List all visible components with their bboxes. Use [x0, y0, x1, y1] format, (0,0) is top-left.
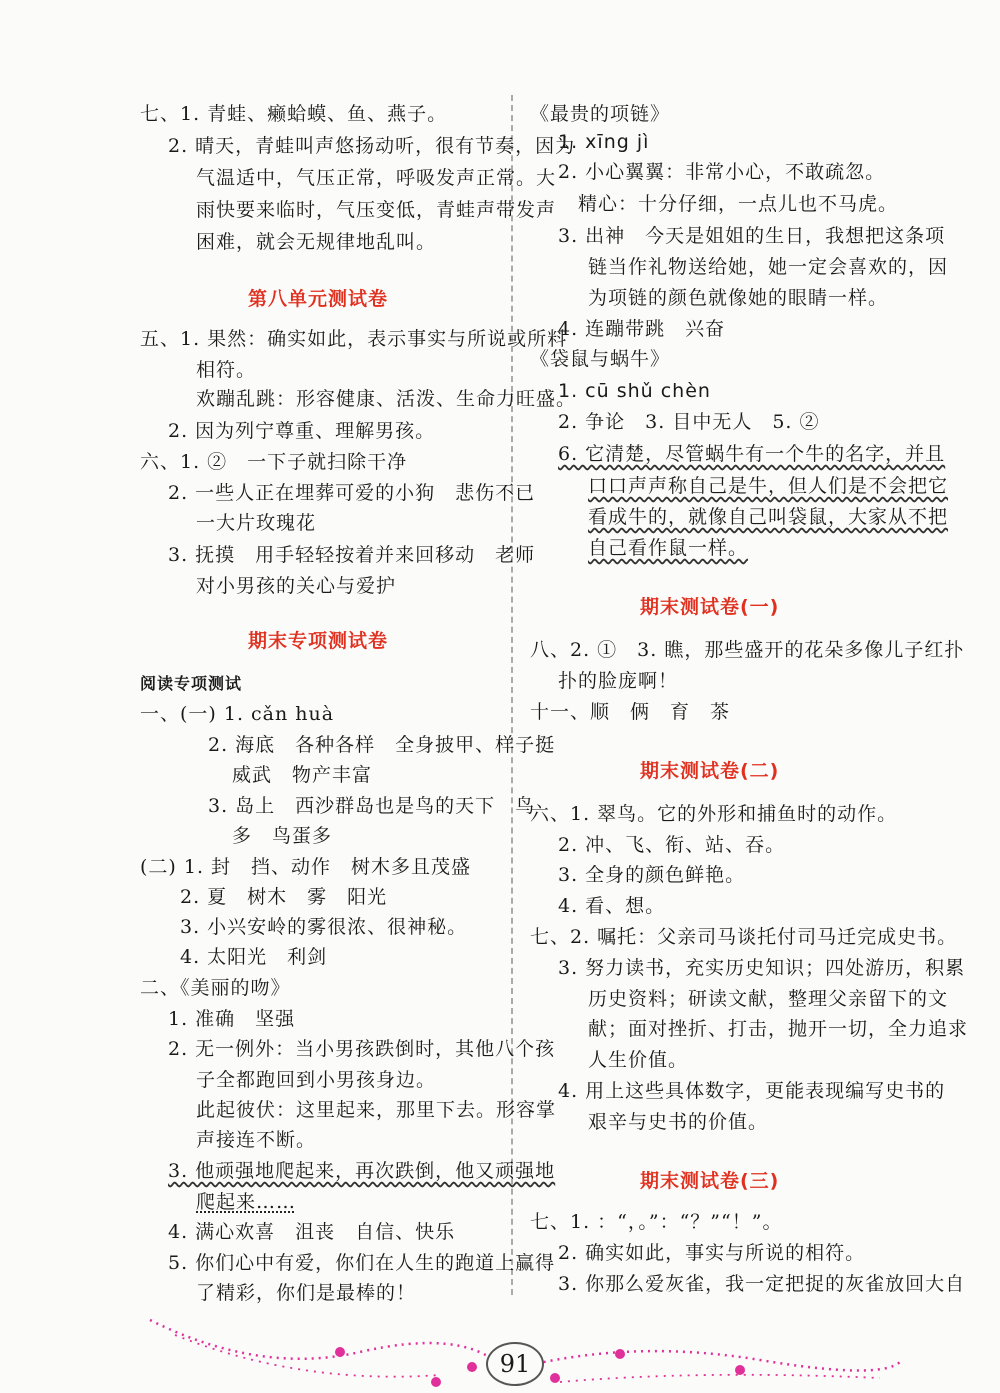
answer-line: 2. 确实如此，事实与所说的相符。 [558, 1242, 866, 1264]
answer-line-underlined: 3. 他顽强地爬起来，再次跌倒，他又顽强地 [168, 1160, 556, 1182]
decor-dot [431, 1377, 441, 1387]
decor-dot [467, 1362, 477, 1372]
answer-line: 3. 抚摸 用手轻轻按着并来回移动 老师 [168, 544, 536, 566]
answer-line: 一大片玫瑰花 [196, 512, 317, 534]
page-number: 91 [486, 1342, 544, 1386]
answer-line: 了精彩，你们是最棒的！ [196, 1282, 417, 1304]
answer-line: 一、(一) 1. cǎn huà [140, 703, 335, 725]
answer-line: 多 鸟蛋多 [232, 825, 333, 847]
answer-line: 3. 小兴安岭的雾很浓、很神秘。 [180, 916, 468, 938]
wave-line-right [530, 1351, 900, 1370]
answer-line: 气温适中，气压正常，呼吸发声正常。大 [196, 167, 557, 189]
section-heading: 期末测试卷(二) [640, 760, 780, 782]
decor-dot [615, 1349, 625, 1359]
answer-line: 为项链的颜色就像她的眼睛一样。 [588, 287, 889, 309]
section-heading: 期末测试卷(三) [640, 1170, 780, 1192]
answer-line: 2. 海底 各种各样 全身披甲、样子挺 [208, 734, 556, 756]
section-heading: 第八单元测试卷 [248, 288, 389, 310]
answer-line: 5. 你们心中有爱，你们在人生的跑道上赢得 [168, 1252, 556, 1274]
pinyin-line: 1. cū shǔ chèn [558, 380, 711, 402]
wave-line-lower [175, 1335, 440, 1377]
answer-line: 链当作礼物送给她，她一定会喜欢的，因 [588, 256, 949, 278]
answer-line: 4. 满心欢喜 沮丧 自信、快乐 [168, 1221, 456, 1243]
wave-line-left [150, 1320, 500, 1365]
pinyin-line: 1. xīng jì [558, 131, 650, 153]
answer-line: 威武 物产丰富 [232, 764, 373, 786]
answer-line-underlined: 看成牛的，就像自己叫袋鼠，大家从不把 [588, 506, 949, 528]
answer-line: 4. 看、想。 [558, 895, 666, 917]
answer-line-underlined: 爬起来…… [196, 1191, 297, 1213]
answer-line: (二) 1. 封 挡、动作 树木多且茂盛 [140, 856, 472, 878]
answer-line: 精心：十分仔细，一点儿也不马虎。 [578, 193, 899, 215]
answer-line: 欢蹦乱跳：形容健康、活泼、生命力旺盛。 [196, 388, 577, 410]
answer-line-underlined: 6. 它清楚，尽管蜗牛有一个牛的名字，并且 [558, 443, 946, 465]
answer-line: 献；面对挫折、打击，抛开一切，全力追求 [588, 1018, 969, 1040]
answer-line: 3. 努力读书，充实历史知识；四处游历，积累 [558, 957, 966, 979]
answer-line: 五、1. 果然：确实如此，表示事实与所说或所料 [140, 328, 568, 350]
decor-dot [735, 1365, 745, 1375]
wave-line-lower-right [560, 1375, 880, 1382]
answer-line: 十一、顺 俩 育 茶 [530, 701, 731, 723]
answer-line: 2. 小心翼翼：非常小心，不敢疏忽。 [558, 161, 886, 183]
answer-line: 七、2. 嘱托：父亲司马谈托付司马迁完成史书。 [530, 926, 958, 948]
answer-line: 2. 一些人正在埋葬可爱的小狗 悲伤不已 [168, 482, 536, 504]
answer-line: 4. 太阳光 利剑 [180, 946, 328, 968]
answer-line: 历史资料；研读文献，整理父亲留下的文 [588, 988, 949, 1010]
answer-line: 2. 冲、飞、衔、站、吞。 [558, 834, 786, 856]
subsection-label: 阅读专项测试 [140, 674, 243, 693]
section-heading: 期末专项测试卷 [248, 630, 389, 652]
answer-line: 声接连不断。 [196, 1129, 317, 1151]
answer-line: 1. 准确 坚强 [168, 1008, 296, 1030]
answer-line: 2. 夏 树木 雾 阳光 [180, 886, 388, 908]
answer-line: 相符。 [196, 359, 257, 381]
answer-line: 子全都跑回到小男孩身边。 [196, 1069, 437, 1091]
answer-line: 2. 因为列宁尊重、理解男孩。 [168, 420, 436, 442]
answer-line: 扑的脸庞啊！ [558, 670, 679, 692]
answer-line: 七、1. 青蛙、癞蛤蟆、鱼、燕子。 [140, 103, 448, 125]
answer-line-underlined: 自己看作鼠一样。 [588, 537, 749, 559]
answer-line-underlined: 口口声声称自己是牛，但人们是不会把它 [588, 475, 949, 497]
answer-line: 二、《美丽的吻》 [140, 977, 291, 999]
answer-line: 对小男孩的关心与爱护 [196, 575, 397, 597]
answer-line: 六、1. ② 一下子就扫除干净 [140, 451, 408, 473]
section-heading: 期末测试卷(一) [640, 596, 780, 618]
answer-line: 艰辛与史书的价值。 [588, 1111, 769, 1133]
decor-dot [335, 1347, 345, 1357]
answer-line: 2. 无一例外：当小男孩跌倒时，其他八个孩 [168, 1038, 556, 1060]
answer-line: 2. 争论 3. 目中无人 5. ② [558, 411, 820, 433]
answer-line: 3. 你那么爱灰雀，我一定把捉的灰雀放回大自 [558, 1273, 966, 1295]
answer-line: 3. 全身的颜色鲜艳。 [558, 864, 746, 886]
answer-line: 3. 岛上 西沙群岛也是鸟的天下 鸟 [208, 795, 536, 817]
answer-line: 《最贵的项链》 [530, 103, 671, 125]
answer-line: 人生价值。 [588, 1049, 689, 1071]
answer-line: 雨快要来临时，气压变低，青蛙声带发声 [196, 199, 557, 221]
answer-line: 4. 用上这些具体数字，更能表现编写史书的 [558, 1080, 946, 1102]
answer-line: 八、2. ① 3. 瞧，那些盛开的花朵多像儿子红扑 [530, 639, 965, 661]
answer-line: 七、1. ：“，。”：“？”“！”。 [530, 1211, 783, 1233]
answer-line: 《袋鼠与蜗牛》 [530, 348, 671, 370]
answer-line: 2. 晴天，青蛙叫声悠扬动听，很有节奏，因为 [168, 135, 576, 157]
decor-dot [550, 1373, 560, 1383]
answer-line: 3. 出神 今天是姐姐的生日，我想把这条项 [558, 225, 946, 247]
answer-line: 此起彼伏：这里起来，那里下去。形容掌 [196, 1099, 557, 1121]
answer-line: 4. 连蹦带跳 兴奋 [558, 318, 726, 340]
answer-line: 六、1. 翠鸟。它的外形和捕鱼时的动作。 [530, 803, 898, 825]
answer-line: 困难，就会无规律地乱叫。 [196, 231, 437, 253]
